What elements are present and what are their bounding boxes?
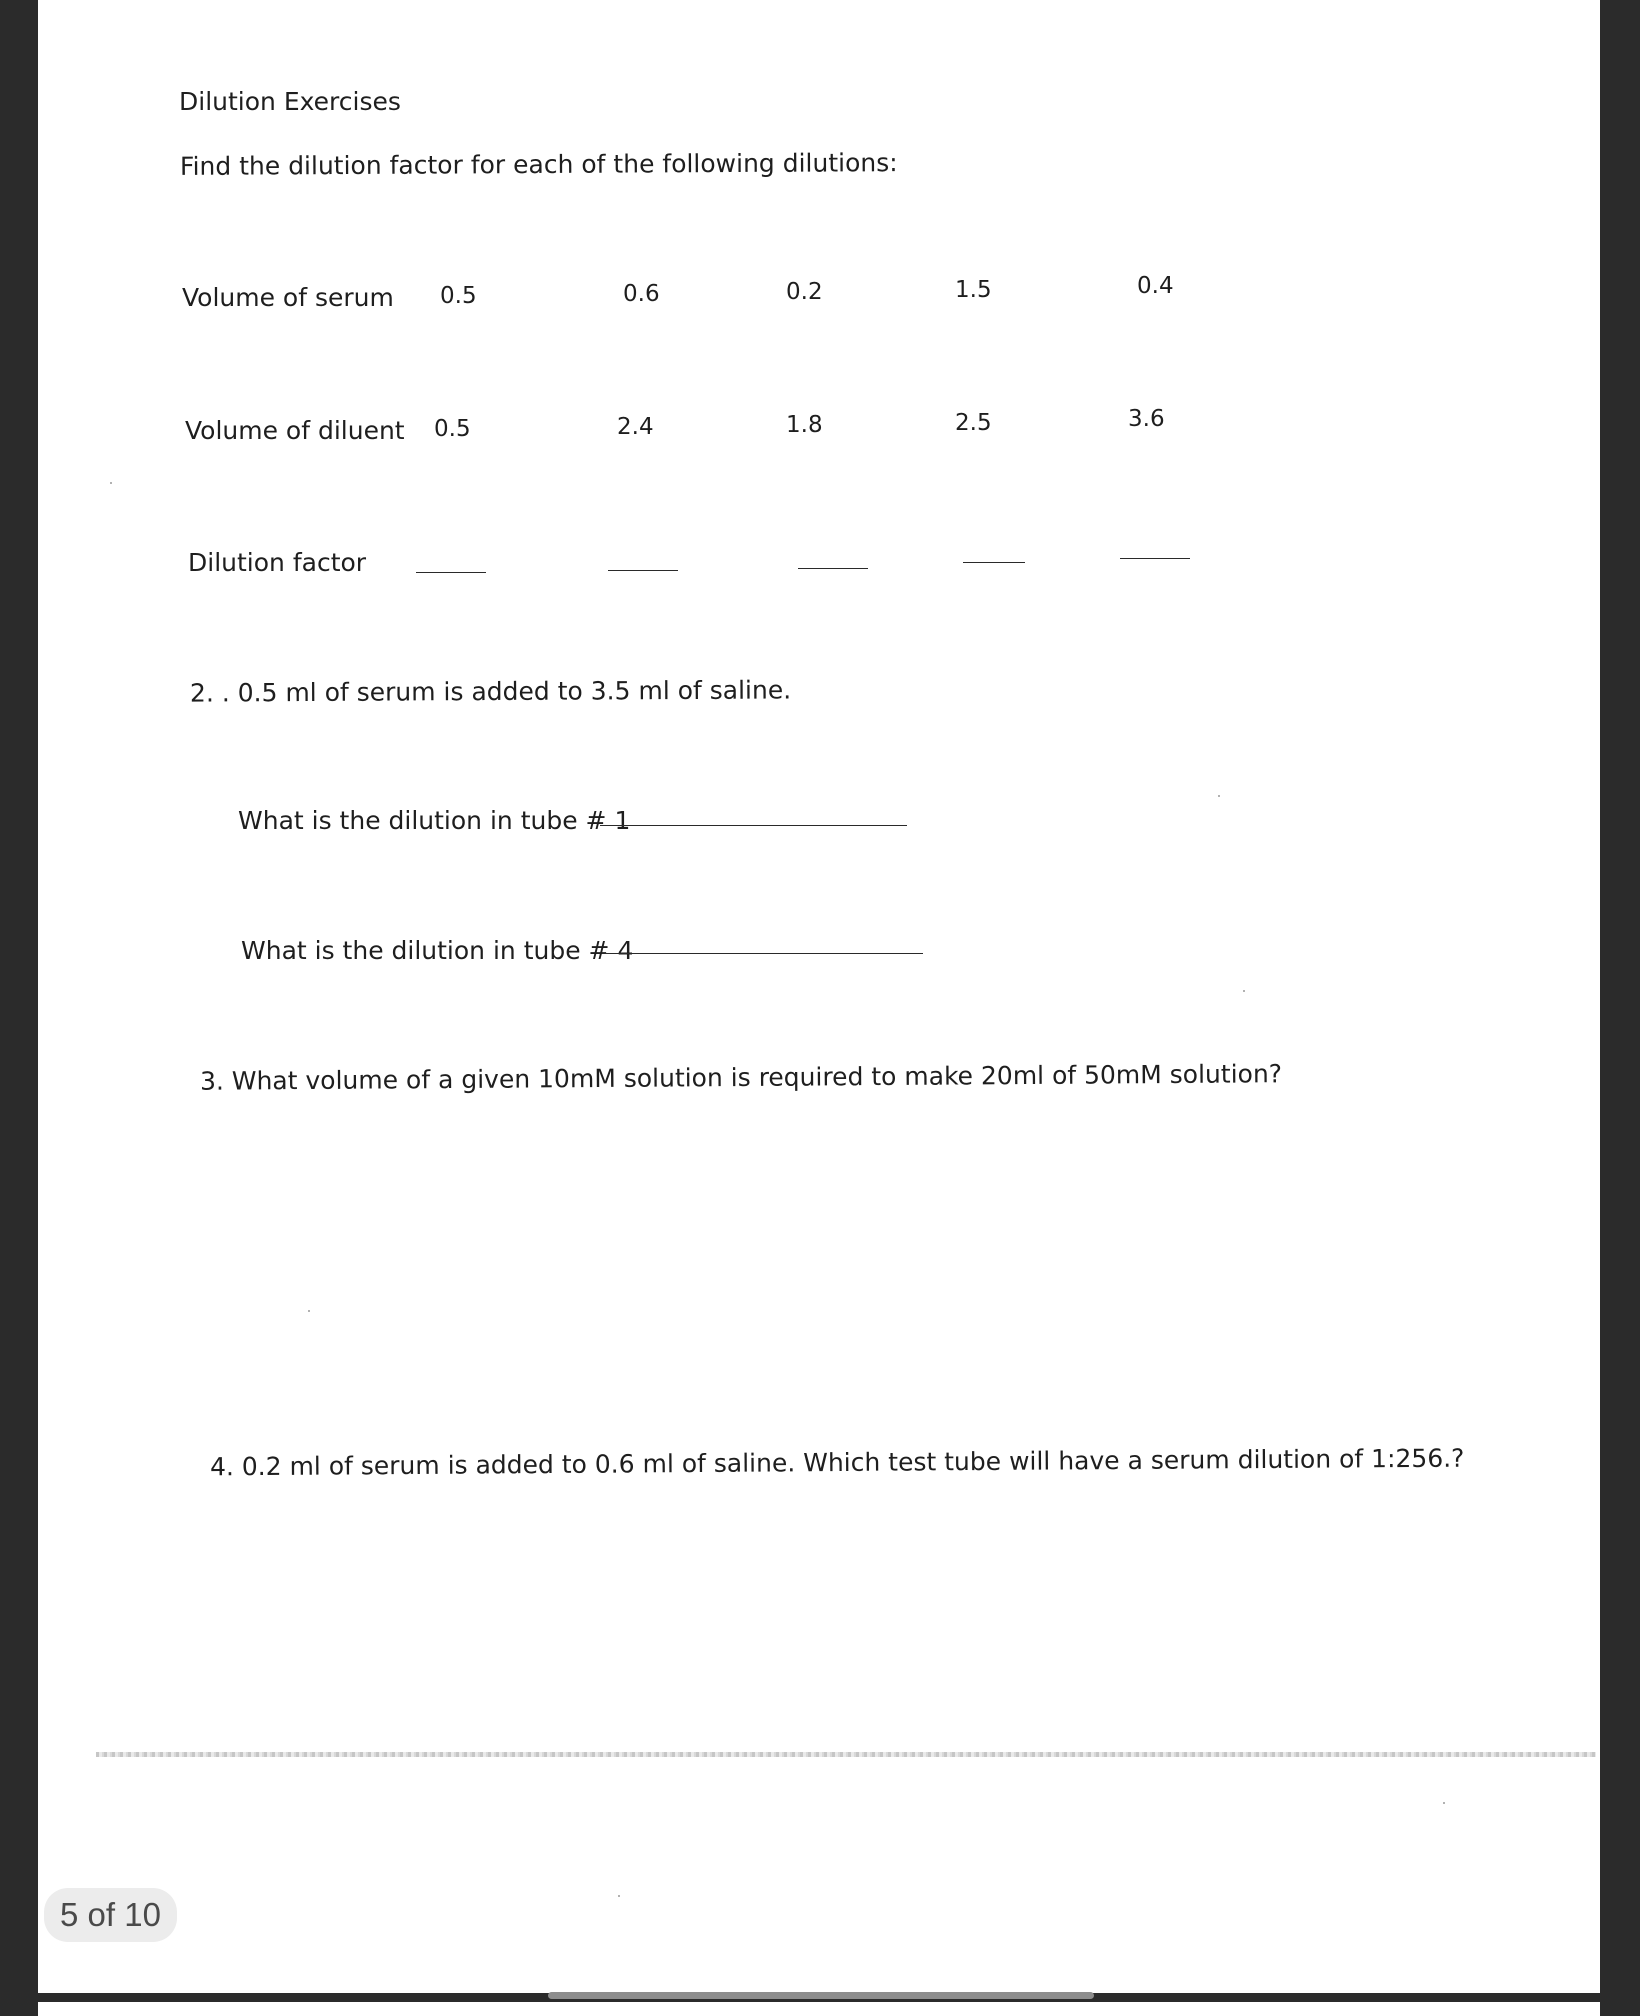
scan-speck	[1218, 795, 1220, 797]
scan-artifact-line	[96, 1752, 1596, 1757]
question-2-tube1-prompt: What is the dilution in tube # 1	[238, 806, 631, 835]
serum-value-3: 0.2	[786, 279, 823, 305]
scan-speck	[1443, 1802, 1445, 1804]
factor-blank-1[interactable]	[416, 572, 486, 573]
tube1-answer-blank[interactable]	[600, 825, 907, 826]
diluent-value-1: 0.5	[434, 416, 471, 442]
serum-value-5: 0.4	[1137, 273, 1174, 299]
diluent-value-3: 1.8	[786, 412, 823, 438]
diluent-value-4: 2.5	[955, 410, 992, 436]
scrollbar-thumb[interactable]	[548, 1992, 1094, 1999]
question-4-text: 4. 0.2 ml of serum is added to 0.6 ml of saline. Which test tube will have a serum dilution of 1:256.?	[209, 1443, 1465, 1482]
serum-row-label: Volume of serum	[182, 283, 394, 312]
diluent-row-label: Volume of diluent	[185, 416, 405, 445]
instruction-text: Find the dilution factor for each of the following dilutions:	[179, 148, 898, 181]
factor-blank-4[interactable]	[963, 562, 1025, 563]
page-indicator: 5 of 10	[44, 1888, 177, 1942]
factor-blank-2[interactable]	[608, 570, 678, 571]
diluent-value-2: 2.4	[617, 414, 654, 440]
factor-blank-3[interactable]	[798, 568, 868, 569]
document-page	[38, 0, 1600, 1993]
scan-speck	[308, 1310, 310, 1312]
question-2-text: 2. . 0.5 ml of serum is added to 3.5 ml of saline.	[189, 675, 792, 708]
tube4-answer-blank[interactable]	[602, 953, 923, 954]
question-2-tube4-prompt: What is the dilution in tube # 4	[241, 936, 634, 965]
worksheet-title: Dilution Exercises	[179, 87, 401, 116]
factor-blank-5[interactable]	[1120, 558, 1190, 559]
diluent-value-5: 3.6	[1128, 406, 1165, 432]
scan-speck	[1243, 990, 1245, 992]
factor-row-label: Dilution factor	[188, 548, 367, 577]
serum-value-1: 0.5	[440, 283, 477, 309]
question-3-text: 3. What volume of a given 10mM solution is required to make 20ml of 50mM solution?	[199, 1059, 1283, 1096]
serum-value-2: 0.6	[623, 281, 660, 307]
serum-value-4: 1.5	[955, 277, 992, 303]
scan-speck	[618, 1895, 620, 1897]
scan-speck	[110, 482, 112, 484]
next-page-edge	[38, 2002, 1600, 2016]
